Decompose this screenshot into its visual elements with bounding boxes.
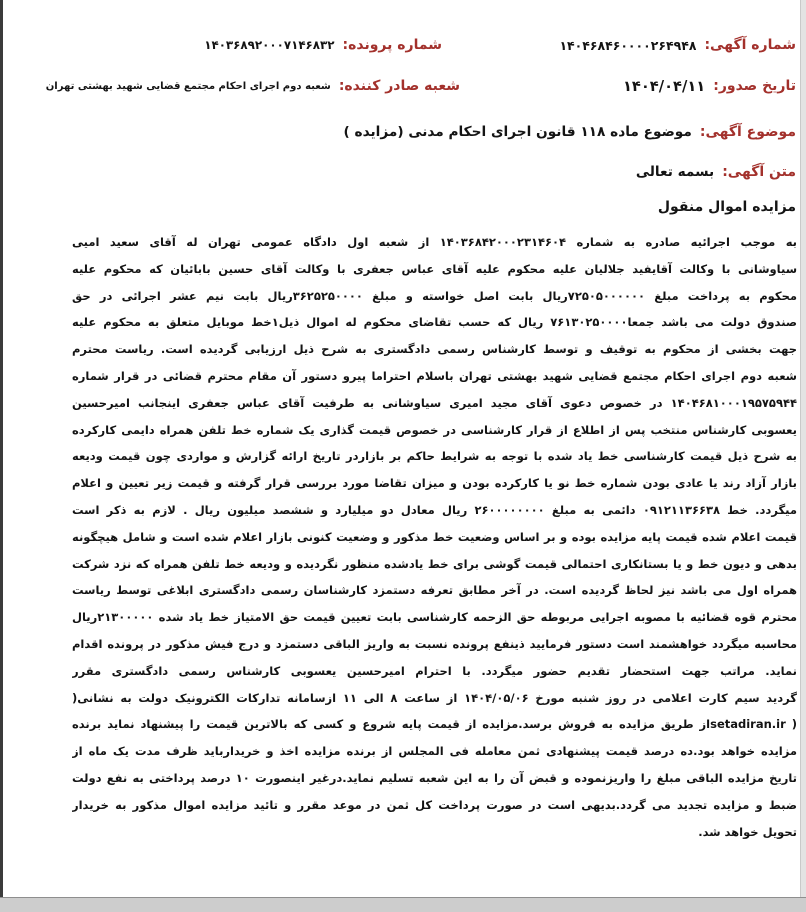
notice-number-field	[556, 33, 796, 57]
subject-label: موضوع آگهی:	[699, 124, 796, 140]
notice-number-value: ۱۴۰۴۶۸۴۶۰۰۰۰۲۶۴۹۴۸	[559, 37, 697, 53]
body-line: ۱۴۰۴۶۸۱۰۰۰۱۹۵۷۵۹۴۴ در خصوص دعوی آقای مجید امیری سیاوشانی به طرفیت آقای عباس جعفری اینجانب امیرحسین	[72, 395, 797, 410]
body-line: محکوم به پرداخت مبلغ ۷۲۵۰۵۰۰۰۰۰۰ریال بابت اصل خواسته و مبلغ ۳۶۲۵۲۵۰۰۰۰ریال بابت نیم عشر اجرائی در حق	[72, 288, 797, 303]
body-line: گردید سیم کارت اعلامی در روز شنبه مورخ ۱۴۰۴/۰۵/۰۶ از ساعت ۸ الی ۱۱ ازسامانه تدارکات الکترونیک دولت به نشانی(	[72, 690, 797, 705]
body-line: محترم قوه قضائیه با مصوبه اجرایی مربوطه حق الزحمه کارشناسی بابت تعیین قیمت حق الامتیاز خط یاد شده ۲۱۳۰۰۰۰۰ریال	[72, 610, 797, 625]
case-number-field	[202, 33, 442, 57]
notice-text-label: متن آگهی:	[722, 164, 796, 180]
subject-value: موضوع ماده ۱۱۸ قانون اجرای احکام مدنی (مزایده )	[343, 124, 692, 140]
body-line: ( setadiran.irاز طریق مزایده به فروش برسد.مزایده از قیمت پایه شروع و کسی که بالاترین قیمت را پیشنهاد نماید برنده	[72, 717, 797, 732]
body-line: مزایده خواهد بود.ده درصد قیمت پیشنهادی ثمن معامله فی المجلس از برنده مزایده اخذ و خریدارباید ظرف مدت یک ماه از	[72, 744, 797, 759]
notice-number-label: شماره آگهی:	[704, 37, 796, 53]
case-number-label: شماره پرونده:	[342, 37, 442, 53]
issuing-branch-field	[40, 74, 460, 98]
body-line: شعبه دوم اجرای احکام مجتمع قضایی شهید بهشتی تهران باسلام احتراما پیرو دستور آن مقام محترم قضائی در قرار شماره	[72, 368, 797, 383]
notice-text-opening: بسمه تعالی	[635, 164, 715, 180]
bottom-frame-bar	[0, 897, 806, 912]
right-frame-border	[800, 0, 806, 897]
body-line: به موجب اجرائیه صادره به شماره ۱۴۰۳۶۸۴۲۰۰۰۲۳۱۴۶۰۴ از شعبه اول دادگاه عمومی تهران له آقای سعید امیی	[72, 235, 797, 249]
issuing-branch-value: شعبه دوم اجرای احکام مجتمع قضایی شهید بهشتی تهران	[45, 80, 331, 92]
body-line: بازار آزاد رند یا عادی بودن شماره خط نو یا کارکرده بودن و میزان تقاضا مورد بررسی قرار گرفته و قیمت زیر تعیین و اعلام	[72, 476, 797, 491]
issue-date-value: ۱۴۰۴/۰۴/۱۱	[622, 77, 706, 95]
subject-field	[276, 120, 796, 144]
body-line: تحویل خواهد شد.	[698, 824, 797, 839]
issue-date-label: تاریخ صدور:	[713, 78, 796, 94]
body-line: همراه اول می باشد نیز لحاظ گردیده است. در آخر مطابق تعرفه دستمزد کارشناسان رسمی دادگستری ابلاغی توسط ریاست	[72, 583, 797, 598]
body-line: قیمت اعلام شده قیمت پایه مزایده بوده و بر اساس وضعیت خط مذکور و وضعیت کنونی بازار اعلام شده است و شامل هیچگونه	[72, 529, 797, 544]
body-line: تاریخ مزایده الباقی مبلغ را واریزنموده و قبض آن را به این شعبه تسلیم نماید.درغیر اینصورت ۱۰ درصد پرداختی به نفع دولت	[72, 770, 797, 785]
body-line: صندوق دولت می باشد جمعا۷۶۱۳۰۲۵۰۰۰۰ ریال که حسب تقاضای محکوم له اموال ذیل۱خط موبایل متعلق به محکوم علیه	[72, 315, 797, 330]
left-frame-border	[0, 0, 3, 912]
notice-body	[72, 229, 797, 845]
body-line: میگردد. خط ۰۹۱۲۱۱۳۶۶۳۸ دائمی به مبلغ ۲۶۰۰۰۰۰۰۰۰ ریال معادل دو میلیارد و ششصد میلیون ریال . لازم به ذکر است	[72, 502, 797, 517]
body-line: سیاوشانی با وکالت آقایفید جلالیان علیه محکوم علیه آقای عباس جعفری با وکالت آقای حسین بابائیان که محکوم علیه	[72, 261, 797, 276]
issue-date-field	[616, 74, 796, 98]
body-line: بدهی و دیون خط و یا بستانکاری احتمالی قیمت گوشی برای خط یادشده منظور نگردیده و ودیعه خط تلفن همراه که نزد شرکت	[72, 556, 797, 571]
body-line: ضبط و مزایده تجدید می گردد.بدیهی است در صورت پرداخت کل ثمن در موعد مقرر و تائید مزایده اموال مذکور به خریدار	[72, 797, 797, 812]
notice-text-field	[496, 160, 796, 184]
body-line: به شرح ذیل قیمت کارشناسی خط یاد شده با توجه به شرایط حاکم بر بازاردر تاریخ ارائه گزارش و مواردی چون قیمت ودیعه	[72, 449, 797, 464]
body-line: نماید. مراتب جهت استحضار تقدیم حضور میگردد. با احترام امیرحسین یعسوبی کارشناس رسمی دادگستری مقرر	[72, 663, 797, 678]
case-number-value: ۱۴۰۳۶۸۹۲۰۰۰۷۱۴۶۸۳۲	[204, 38, 335, 52]
body-line: محاسبه میگردد خواهشمند است دستور فرمایید ذینفع پرونده نسبت به واریز الباقی دستمزد و درج فیش مذکور در پرونده اقدام	[72, 636, 797, 651]
body-line: یعسوبی کارشناس منتخب پس از اطلاع از قرار کارشناسی در خصوص قیمت گذاری یک شماره خط تلفن همراه دایمی کارکرده	[72, 422, 797, 437]
body-line: جهت بخشی از محکوم به توقیف و توسط کارشناس رسمی دادگستری به شرح ذیل ارزیابی گردیده است. ریاست محترم	[72, 342, 797, 357]
issuing-branch-label: شعبه صادر کننده:	[338, 78, 460, 94]
auction-heading: مزایده اموال منقول	[657, 199, 796, 215]
